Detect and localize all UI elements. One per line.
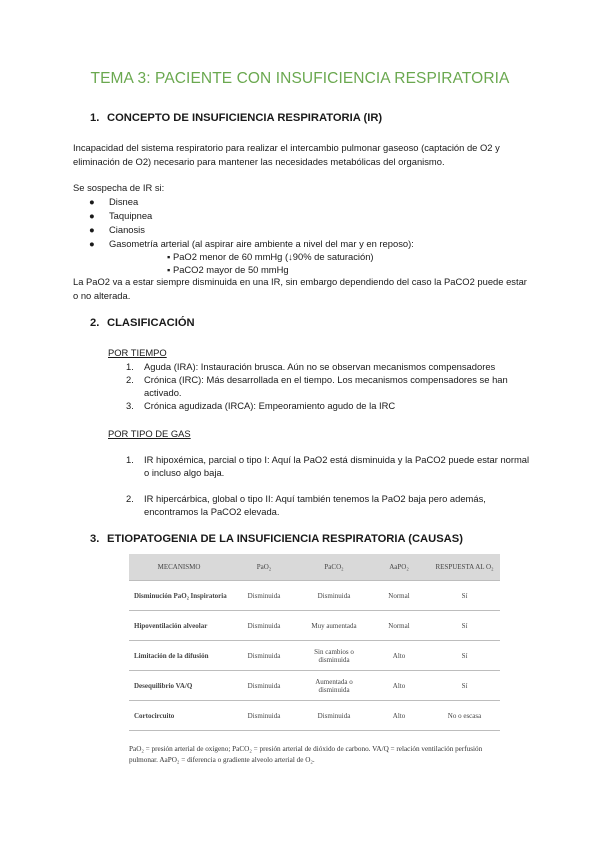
sub-bullet-text: PaO2 menor de 60 mmHg (↓90% de saturación) (172, 251, 374, 262)
list-number: 1. (126, 454, 134, 465)
by-gas-label: POR TIPO DE GAS (108, 428, 191, 439)
table-cell: Disminuida (299, 581, 369, 611)
table-cell: Alto (369, 701, 429, 731)
table-cell: Disminuida (229, 641, 299, 671)
section-1-heading (90, 112, 382, 124)
bullet-dot-icon: ● (89, 210, 95, 221)
list-text: Aguda (IRA): Instauración brusca. Aún no se observan mecanismos compensadores (144, 361, 496, 372)
list-text: Crónica agudizada (IRCA): Empeoramiento agudo de la IRC (144, 400, 396, 411)
section-3-heading (90, 533, 463, 545)
bullet-dot-icon: ● (89, 196, 95, 207)
list-text: Crónica (IRC): Más desarrollada en el tiempo. Los mecanismos compensadores se han activado. (144, 374, 508, 398)
table-cell: Normal (369, 581, 429, 611)
bullet-item (89, 196, 138, 207)
table-cell: Desequilibrio VA/Q (129, 671, 229, 701)
table-cell: Sí (429, 671, 500, 701)
table-cell: Sí (429, 641, 500, 671)
sub-bullet-text: PaCO2 mayor de 50 mmHg (172, 264, 289, 275)
table-footnote: PaO₂ = presión arterial de oxígeno; PaCO₂ = presión arterial de dióxido de carbono. VA/Q = relación ventilación perfusión pulmonar. AaPO₂ = diferencia o gradiente alveolo arterial de O₂. (129, 745, 483, 764)
bullet-item (89, 238, 414, 249)
table-cell: Sí (429, 611, 500, 641)
list-item (126, 373, 531, 399)
list-number: 2. (126, 493, 134, 504)
sub-bullet-item: ▪ PaCO2 mayor de 50 mmHg (167, 264, 289, 275)
section-3-title: ETIOPATOGENIA DE LA INSUFICIENCIA RESPIRATORIA (CAUSAS) (107, 533, 463, 545)
table-header-cell: PaCO₂ (299, 554, 369, 581)
suspect-label: Se sospecha de IR si: (73, 182, 165, 193)
table-cell: Muy aumentada (299, 611, 369, 641)
bullet-dot-icon: ● (89, 238, 95, 249)
bullet-text: Gasometría arterial (al aspirar aire ambiente a nivel del mar y en reposo): (109, 238, 414, 249)
table-cell: Sin cambios o disminuida (299, 641, 369, 671)
section-1-number: 1. (90, 112, 100, 124)
table-header-row (129, 554, 500, 581)
mechanism-table (129, 554, 500, 731)
bullet-item (89, 210, 152, 221)
section-2-title: CLASIFICACIÓN (107, 317, 195, 329)
table-cell: Alto (369, 671, 429, 701)
table-cell: Sí (429, 581, 500, 611)
list-number: 2. (126, 374, 134, 385)
list-number: 3. (126, 400, 134, 411)
table-cell: Disminuida (229, 581, 299, 611)
table-cell: Disminuida (229, 701, 299, 731)
table-cell: Hipoventilación alveolar (129, 611, 229, 641)
table-cell: Cortocircuito (129, 701, 229, 731)
bullet-dot-icon: ● (89, 224, 95, 235)
list-text: IR hipercárbica, global o tipo II: Aquí también tenemos la PaO2 baja pero además, encontramos la PaCO2 elevada. (144, 493, 486, 517)
table-cell: Normal (369, 611, 429, 641)
table-row (129, 581, 500, 611)
list-text: IR hipoxémica, parcial o tipo I: Aquí la PaO2 está disminuida y la PaCO2 puede estar normal o incluso algo baja. (144, 454, 530, 478)
table-cell: Limitación de la difusión (129, 641, 229, 671)
table-header-cell: PaO₂ (229, 554, 299, 581)
table-cell: No o escasa (429, 701, 500, 731)
table-row (129, 701, 500, 731)
list-item (126, 453, 531, 479)
table-row (129, 611, 500, 641)
section-2-heading (90, 317, 195, 329)
table-header-cell: MECANISMO (129, 554, 229, 581)
bullet-text: Disnea (109, 196, 139, 207)
sub-bullet-item: ▪ PaO2 menor de 60 mmHg (↓90% de saturación) (167, 251, 374, 262)
table-row (129, 671, 500, 701)
section-1-title: CONCEPTO DE INSUFICIENCIA RESPIRATORIA (IR) (107, 112, 383, 124)
section-3-number: 3. (90, 533, 100, 545)
table-row (129, 641, 500, 671)
concept-paragraph: Incapacidad del sistema respiratorio para realizar el intercambio pulmonar gaseoso (captación de O2 y eliminación de O2) necesario para mantener las necesidades metabólicas del organismo. (73, 142, 500, 167)
bullet-text: Taquipnea (109, 210, 153, 221)
list-number: 1. (126, 361, 134, 372)
bullet-item (89, 224, 145, 235)
pao2-paragraph: La PaO2 va a estar siempre disminuida en una IR, sin embargo dependiendo del caso la PaCO2 puede estar o no alterada. (73, 276, 527, 301)
list-item (126, 399, 531, 412)
table-cell: Disminución PaO₂ Inspiratoria (129, 581, 229, 611)
table-cell: Alto (369, 641, 429, 671)
by-time-label: POR TIEMPO (108, 347, 167, 358)
bullet-text: Cianosis (109, 224, 145, 235)
list-item (126, 492, 531, 518)
table-cell: Disminuida (229, 611, 299, 641)
mechanism-table-figure (129, 554, 500, 731)
table-cell: Disminuida (229, 671, 299, 701)
list-item (126, 360, 531, 373)
table-cell: Disminuida (299, 701, 369, 731)
table-header-cell: RESPUESTA AL O₂ (429, 554, 500, 581)
table-cell: Aumentada o disminuida (299, 671, 369, 701)
section-2-number: 2. (90, 317, 100, 329)
page-title: TEMA 3: PACIENTE CON INSUFICIENCIA RESPIRATORIA (90, 70, 510, 87)
table-header-cell: AaPO₂ (369, 554, 429, 581)
